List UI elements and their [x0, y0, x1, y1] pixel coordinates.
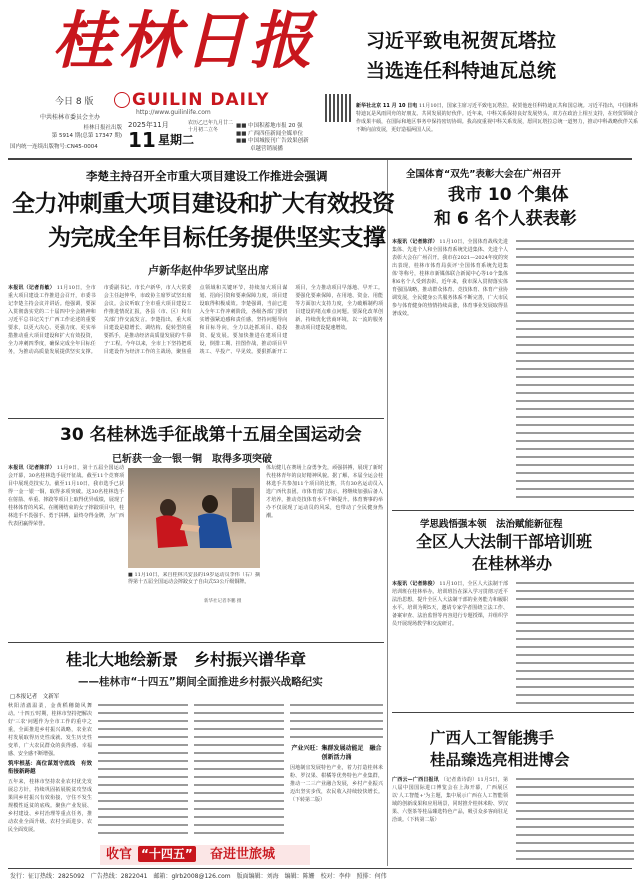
sports-lead: 本报讯（记者陈洋）: [8, 465, 55, 471]
pub-line: 第 5914 期(总第 17347 期): [51, 133, 122, 139]
sports-paragraph-left: 11月9日，第十五届全国运动会开幕，30名桂林选手展开征战。截至11个竞赛项目中展现竞技实力。截至11月10日，我市选手已获得一金一银一铜，取得多项突破。这30名桂林选手在射箭、举重、摔跤等项目上取得优异成绩，展现了桂林体育的风采。在刚刚结束的女子摔跤项目中，桂林选手不畏强手、勇于拼搏，最终夺得金牌，为广西代表团赢得荣誉。: [8, 465, 124, 527]
rural-col-4-top: [290, 702, 383, 742]
logo-badge: [114, 92, 130, 108]
footer-rule: [8, 868, 632, 869]
rural-paragraph-1: 秋阳清澈温柔，金黄稻穗随风舞动。'十四五'时期，桂林市坚持把解决好'三农'问题作为全市工作的重中之重，全面推进乡村振兴战略，农业农村发展取得历史性成就、发生历史性变革，广大农民群众的获得感、幸福感、安全感不断增强。: [8, 703, 92, 757]
right2-paragraph: 11月10日，全区人大法制干部培训班在桂林举办。培训班旨在深入学习贯彻习近平法治思想，提升全区人大法制干部的业务能力和履职水平。培训为期5天，邀请专家学者围绕立法工作、备案审查、法治监督等内容进行专题授课，并组织学员开展现场教学和交流研讨。: [392, 581, 508, 627]
right1-kicker: 全国体育“双先”表彰大会在广州召开: [406, 169, 561, 180]
sports-body-right: [266, 464, 383, 640]
year-month: 2025年11月: [128, 121, 169, 129]
masthead-english: GUILIN DAILY: [132, 90, 270, 110]
sports-subhead: 已斩获一金一银一铜 取得多项突破: [112, 454, 272, 465]
right2-kicker: 学思践悟强本领 法治赋能新征程: [420, 519, 563, 530]
top-story-text: [356, 102, 638, 154]
rural-col-1: [8, 702, 92, 840]
right1-col-2: [516, 238, 634, 504]
website: http://www.guilinlife.com: [136, 109, 211, 116]
right1-paragraph: 11月10日，全国体育战线先进集体、先进个人和全国体育系统先进集体、先进个人表彰大会在广州召开。我市在2021—2024年度的突出表现，桂林市体育局获评'全国体育系统先进集体'等称号，桂林市新媒体联合新闻中心等10个集体和6名个人受到表彰。近年来，我市深入贯彻落实体育强国战略，推动群众体育、竞技体育、体育产业协调发展，全民健身公共服务体系不断完善，广大市民参与体育健身的热情持续高涨，体育事业发展取得显著成效。: [392, 239, 508, 317]
footer-text: 发行：征订热线：2825092 广告热线：2822041 邮箱：glrb2008@126.com 版面编辑：刘海 编辑：陈姗 校对：李仲 照排：何伟: [10, 873, 387, 880]
lunar-line: 农历乙巳年九月廿二: [188, 120, 234, 126]
lead-kicker: 李楚主持召开全市重大项目建设工作推进会强调: [86, 169, 328, 183]
section-divider: [8, 642, 384, 643]
brief-item: 卓越营销展播: [250, 145, 284, 152]
banner-suffix: 奋进世旅城: [210, 847, 276, 862]
sports-photo-caption: [128, 572, 260, 596]
rural-subhead: ——桂林市“十四五”期间全面推进乡村振兴战略纪实: [78, 676, 323, 688]
lead-story-paragraph: 11月10日，全市重大项目建设工作推进会召开，市委书记李楚主持会议并讲话。他强调，要深入贯彻落实党的二十届四中全会精神和习近平总书记关于广西工作论述的重要要求，以更大决心、更强力度、更实举措推动重大项目建设和扩大有效投资，全力冲刺四季度，确保完成全年目标任务，为推动高质量发展提供坚实支撑。市委副书记、市长卢新华，市人大常委会主任赵仲华，市政协主席罗试坚出席会议。会议听取了全市重大项目建设工作推进情况汇报，各县（市、区）和有关部门作交流发言。李楚指出，重大项目建设是稳增长、调结构、促转型的重要抓手，是推动经济高质量发展的'牛鼻子'工程。今年以来，全市上下坚持把项目建设作为经济工作的主战场，聚焦重点领域和关键环节，持续加大项目谋划、招商引资和要素保障力度，项目建设取得积极成效。李楚强调，当前已进入全年工作冲刺阶段，各级各部门要切实增强紧迫感和责任感，坚持问题导向和目标导向，全力以赴抓项目、稳投资、促发展。要加快推进在建项目建设，倒排工期、挂图作战，推动项目早竣工、早投产、早见效。要狠抓新开工项目，全力推动项目早落地、早开工。要强化要素保障，在用地、资金、用能等方面加大支持力度，全力破解制约项目建设的堵点难点问题。要深化改革创新，持续优化营商环境，以一流的服务推动项目建设提速增效。: [8, 285, 383, 355]
brief-list: [236, 123, 326, 153]
top-headline-2: 当选连任科特迪瓦总统: [366, 60, 557, 82]
lead-story: [8, 162, 395, 418]
lead-headline-2: 为完成全年目标任务提供坚实支撑: [48, 225, 386, 251]
qr-code: [325, 94, 353, 122]
banner-prefix: 收官: [106, 847, 133, 862]
right2-headline-2: 在桂林举办: [472, 554, 553, 573]
brief-item: ■■ 中国城报刊广告效果创新: [236, 138, 309, 144]
sports-photo-credit: 新华社记者李鹏 摄: [204, 599, 242, 604]
section-divider: [8, 418, 384, 419]
right1-headline-2: 和 6 名个人获表彰: [434, 209, 577, 229]
right3-col-1: [392, 776, 508, 866]
masthead-divider: [8, 158, 632, 160]
weekday: 星期二: [158, 133, 195, 147]
right-story-3: [392, 714, 634, 866]
top-story-body: [356, 102, 638, 154]
brief-item: ■■ 广西四佳新闻全媒单位: [236, 130, 304, 137]
section-divider: [392, 510, 634, 511]
day: 11: [128, 128, 156, 152]
right-story-1: [392, 162, 634, 508]
right3-lead: 广西云—广西日报讯: [392, 777, 439, 783]
right1-col-1: [392, 238, 508, 504]
pub-line: 桂林日报社出版: [83, 125, 122, 131]
rural-section-1: 筑牢根基：高位谋划守底线 有效衔接新跨越: [8, 761, 92, 775]
sports-story: [8, 420, 383, 642]
publisher: 中共桂林市委员会主办: [40, 114, 101, 121]
wrestling-illustration: [128, 468, 260, 568]
rural-paragraph-2: 五年来，桂林市坚持农业农村优先发展总方针，持续巩固拓展脱贫攻坚成果同乡村振兴有效衔接，守住不发生规模性返贫的底线。聚焦产业发展、乡村建设、乡村治理等重点任务，推动农业全面升级、农村全面进步、农民全面发展。: [8, 779, 92, 833]
masthead-title: 桂林日报: [52, 4, 317, 77]
brief-item: ■■ 中国积蓄地市报 20 强: [236, 123, 303, 129]
rural-col-2: [98, 702, 188, 840]
top-headline-1: 习近平致电祝贺瓦塔拉: [366, 30, 557, 52]
rural-headline: 桂北大地绘新景 乡村振兴谱华章: [66, 650, 307, 669]
top-story: [356, 0, 640, 158]
lunar-date: [188, 120, 234, 134]
lead-headline-1: 全力冲刺重大项目建设和扩大有效投资: [12, 191, 395, 217]
pub-info: [40, 124, 122, 140]
lead-story-lead: 本报讯（记者肖敏）: [8, 285, 55, 291]
right-story-2: [392, 512, 634, 712]
right1-headline-1: 我市 10 个集体: [448, 185, 569, 205]
lunar-line: 十月初二立冬: [188, 127, 219, 133]
rural-paragraph-3: 因地制宜发展特色产业，着力打造桂林米粉、罗汉果、柑橘等优势特色产业集群，推动一二三产业融合发展，乡村产业振兴迈出坚实步伐，农民收入持续较快增长。（下转第二版）: [290, 765, 383, 803]
lead-body: [8, 284, 383, 414]
rural-col-4-text: [290, 764, 383, 840]
sports-headline: 30 名桂林选手征战第十五届全国运动会: [60, 425, 362, 445]
pages-count: 今日 8 版: [55, 97, 94, 107]
right3-headline-2: 桂品臻选亮相进博会: [430, 751, 570, 769]
sports-caption-text: ■ 11月10日，来自桂林兴安县的19岁运动员李伟（右）摘得第十五届全国运动会摔跤女子自由式53公斤级铜牌。: [128, 572, 260, 585]
sports-paragraph-right: 体坛健儿在赛场上奋勇争先，顽强拼搏，展现了新时代桂林青年的良好精神风貌。据了解，本届全运会桂林选手共参加11个项目的比赛，共有30名运动员入选广西代表团。市体育部门表示，将继续加强后备人才培养，推动竞技体育水平不断提升。体育赛事的举办不仅展现了运动员的风采，也带动了全民健身热潮。: [266, 465, 383, 519]
banner-highlight: “十四五”: [138, 846, 196, 862]
rural-byline: □本报记者 文新军: [10, 694, 60, 700]
sports-body-left: [8, 464, 124, 640]
issn: 国内统一连续出版物号:CN45-0004: [10, 144, 98, 150]
rural-story: [8, 644, 383, 842]
top-story-paragraph: 11月10日，国家主席习近平致电瓦塔拉，祝贺他连任科特迪瓦共和国总统。习近平指出，中国和科特迪瓦是风雨同舟的好朋友、共同发展的好伙伴。近年来，中科关系保持良好发展势头，双方在政治上相互支持，在经贸领域合作成果丰硕，在国际和地区事务中保持密切协调。我高度重视中科关系发展，愿同瓦塔拉总统一道努力，推动中科战略伙伴关系不断向前发展，更好造福两国人民。: [356, 103, 638, 133]
wrestling-photo: [128, 468, 260, 568]
column-divider: [387, 160, 388, 866]
right3-headline-1: 广西人工智能携手: [430, 729, 555, 747]
right2-col-2: [516, 580, 634, 708]
right2-col-1: [392, 580, 508, 708]
top-story-lead: 新华社北京 11 月 10 日电: [356, 103, 418, 109]
right2-lead: 本报讯（记者陈俊）: [392, 581, 438, 587]
rural-col-3: [194, 702, 284, 840]
right2-headline-1: 全区人大法制干部培训班: [416, 532, 593, 551]
section-divider: [392, 712, 634, 713]
right1-lead: 本报讯（记者陈洋）: [392, 239, 438, 245]
right3-col-2: [516, 776, 634, 866]
campaign-banner: [100, 845, 310, 865]
lead-subhead: 卢新华赵仲华罗试坚出席: [148, 264, 269, 277]
rural-col-4: [290, 702, 383, 840]
right3-paragraph: （记者蓝诗韵）11月5日，第八届中国国际进口博览会在上海开幕，广西展区以'人工智能+'为主题，集中展示广西在人工智能领域的创新成果和应用场景，同时推介桂林米粉、罗汉果、六堡茶等桂品臻选特色产品，吸引众多客商驻足洽谈。（下转第二版）: [392, 777, 508, 823]
rural-section-2: 产业兴旺：集群发展动能足 融合创新活力涌: [291, 745, 382, 761]
